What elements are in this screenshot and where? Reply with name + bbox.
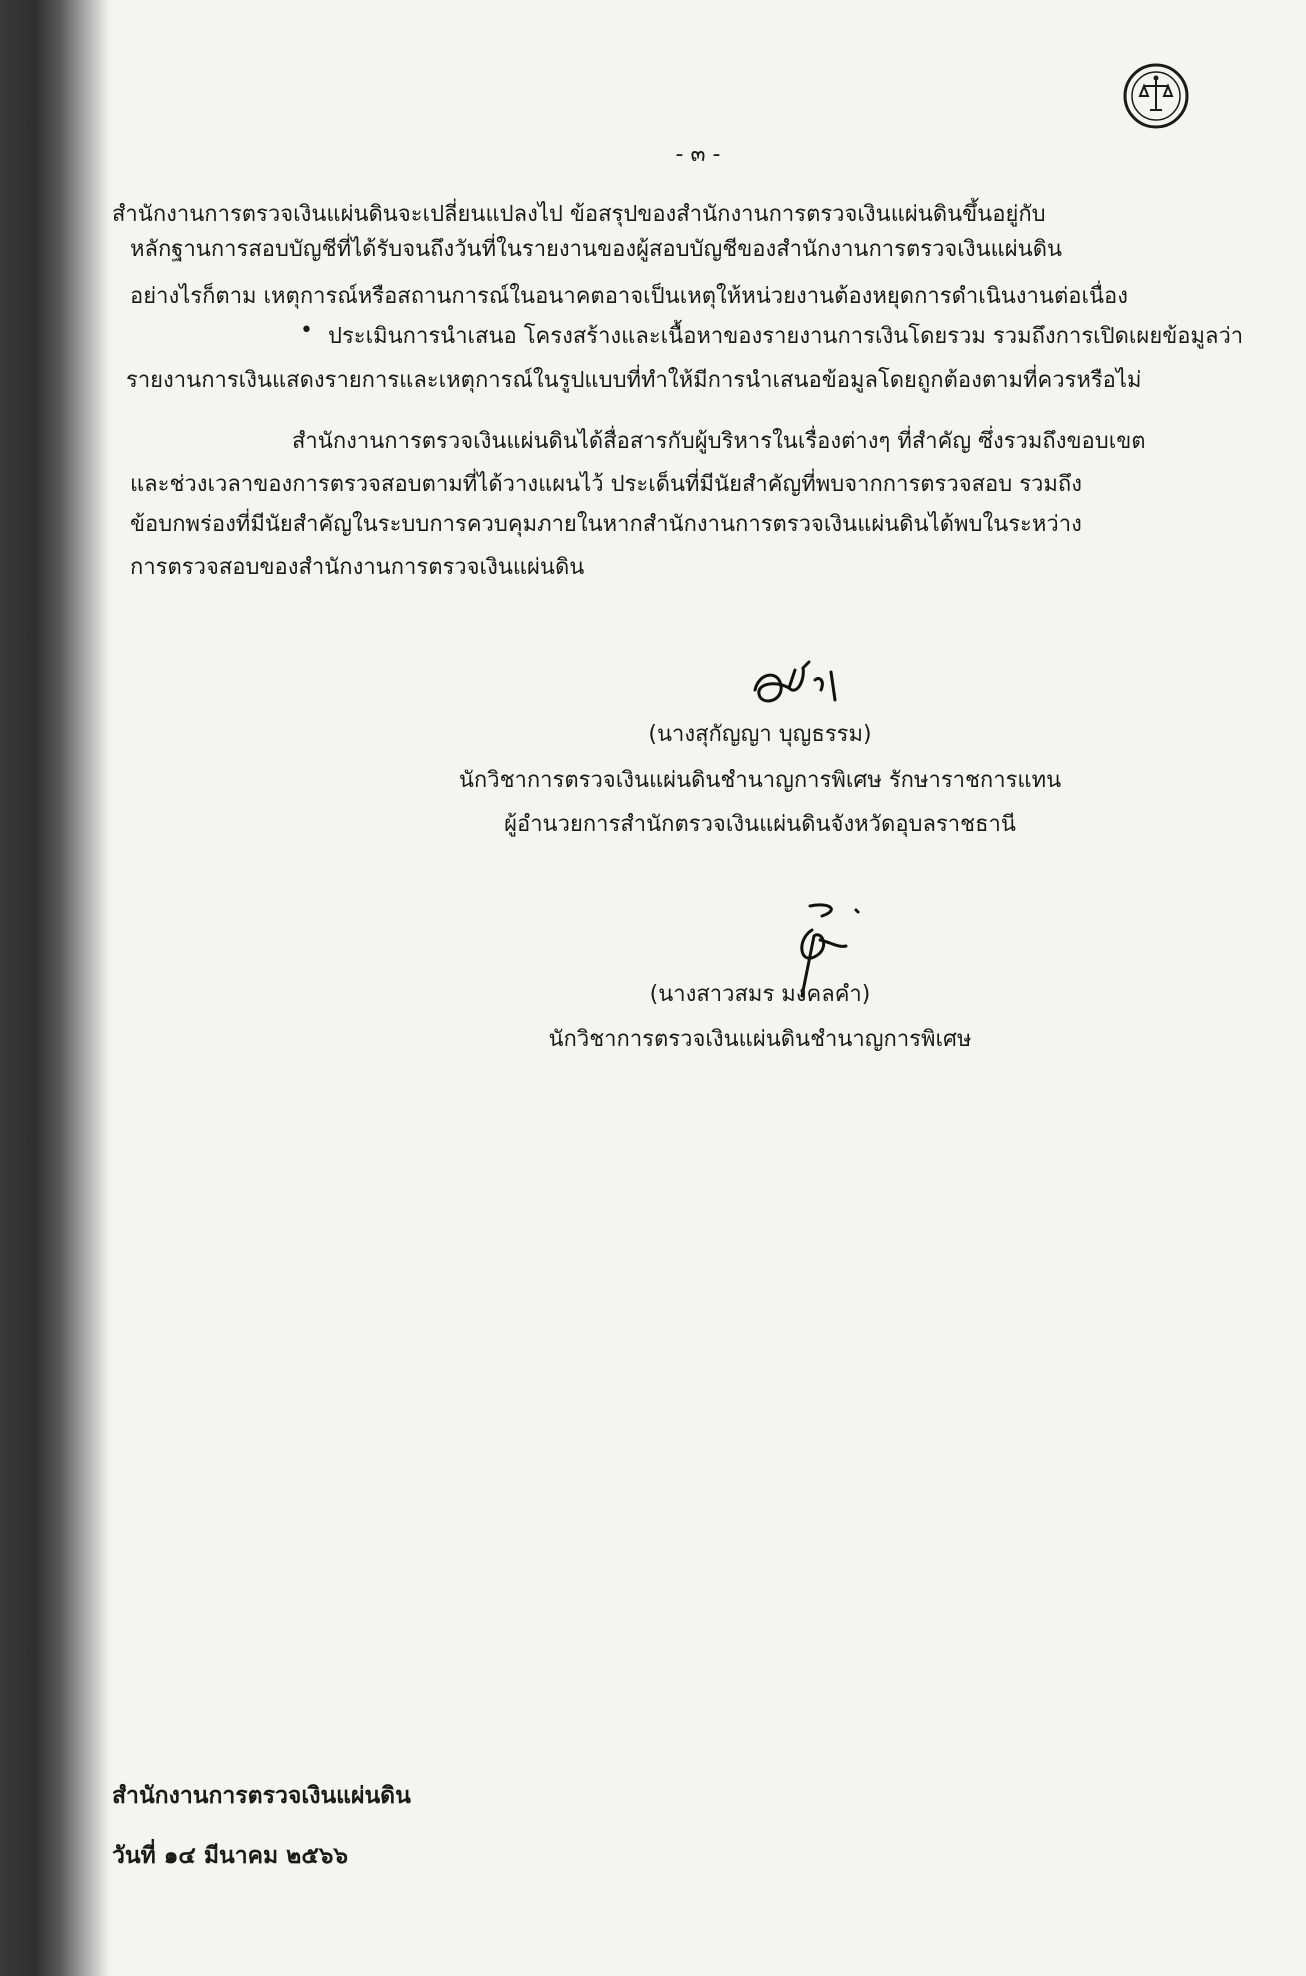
signatory-1-name: (นางสุกัญญา บุญธรรม) [648, 722, 872, 747]
footer-date: วันที่ ๑๔ มีนาคม ๒๕๖๖ [112, 1843, 348, 1869]
signatory-1-title-line-1: นักวิชาการตรวจเงินแผ่นดินชำนาญการพิเศษ รักษาราชการแทน [458, 768, 1062, 793]
footer-office: สำนักงานการตรวจเงินแผ่นดิน [112, 1783, 411, 1809]
paragraph-2-line-2: และช่วงเวลาของการตรวจสอบตามที่ได้วางแผนไว้ ประเด็นที่มีนัยสำคัญที่พบจากการตรวจสอบ รวมถึง [130, 472, 1082, 497]
oag-seal-icon [1122, 62, 1190, 130]
bullet-marker: • [300, 318, 313, 343]
bullet-line-1: ประเมินการนำเสนอ โครงสร้างและเนื้อหาของรายงานการเงินโดยรวม รวมถึงการเปิดเผยข้อมูลว่า [328, 324, 1244, 349]
scan-binding-edge [0, 0, 110, 1976]
bullet-line-2: รายงานการเงินแสดงรายการและเหตุการณ์ในรูปแบบที่ทำให้มีการนำเสนอข้อมูลโดยถูกต้องตามที่ควรหรือไม่ [126, 368, 1142, 393]
paragraph-1-line-2: หลักฐานการสอบบัญชีที่ได้รับจนถึงวันที่ในรายงานของผู้สอบบัญชีของสำนักงานการตรวจเงินแผ่นดิน [130, 237, 1063, 262]
paragraph-2-line-1: สำนักงานการตรวจเงินแผ่นดินได้สื่อสารกับผู้บริหารในเรื่องต่างๆ ที่สำคัญ ซึ่งรวมถึงขอบเขต [292, 429, 1146, 454]
paragraph-1-line-3: อย่างไรก็ตาม เหตุการณ์หรือสถานการณ์ในอนาคตอาจเป็นเหตุให้หน่วยงานต้องหยุดการดำเนินงานต่อเนื่อง [130, 284, 1128, 309]
paragraph-2-line-3: ข้อบกพร่องที่มีนัยสำคัญในระบบการควบคุมภายในหากสำนักงานการตรวจเงินแผ่นดินได้พบในระหว่าง [130, 512, 1082, 537]
signatory-1-title-line-2: ผู้อำนวยการสำนักตรวจเงินแผ่นดินจังหวัดอุบลราชธานี [504, 812, 1016, 837]
paragraph-1-line-1: สำนักงานการตรวจเงินแผ่นดินจะเปลี่ยนแปลงไป ข้อสรุปของสำนักงานการตรวจเงินแผ่นดินขึ้นอยู่กับ [112, 202, 1046, 227]
paragraph-2-line-4: การตรวจสอบของสำนักงานการตรวจเงินแผ่นดิน [130, 555, 585, 580]
signatory-2-title-line-1: นักวิชาการตรวจเงินแผ่นดินชำนาญการพิเศษ [548, 1027, 972, 1052]
signatory-2-name: (นางสาวสมร มงคลคำ) [649, 982, 871, 1007]
handwritten-signature-1 [745, 650, 855, 720]
page-number: - ๓ - [675, 142, 721, 167]
